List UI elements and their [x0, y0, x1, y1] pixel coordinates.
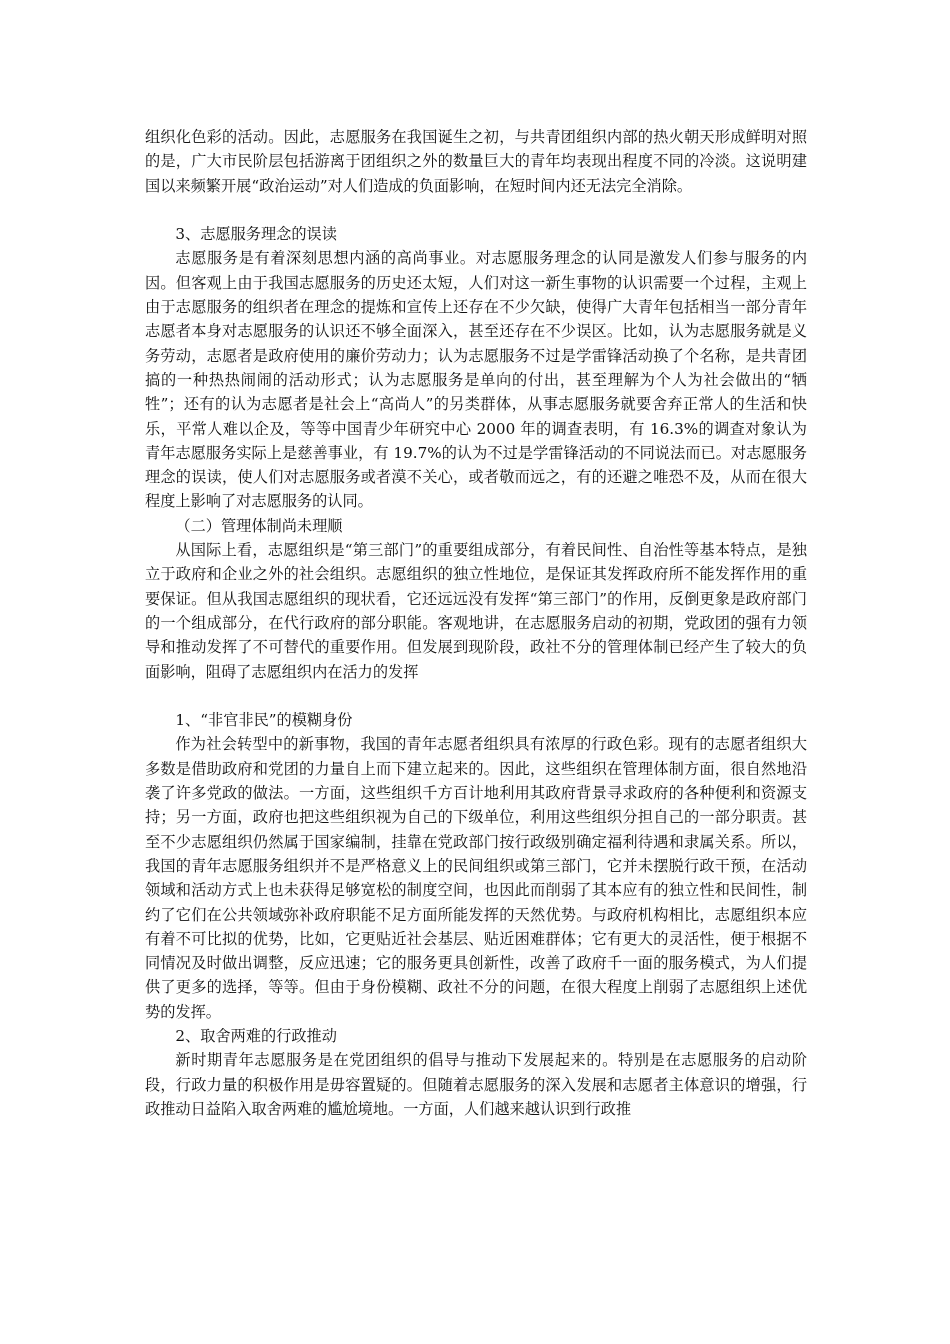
- paragraph-third-sector: 从国际上看，志愿组织是“第三部门”的重要组成部分，有着民间性、自治性等基本特点，是独立于政府和企业之外的社会组织。志愿组织的独立性地位，是保证其发挥政府所不能发挥作用的重要保证。但从我国志愿组织的现状看，它还远远没有发挥“第三部门”的作用，反倒更象是政府部门的一个组成部分，在代行政府的部分职能。客观地讲，在志愿服务启动的初期，党政团的强有力领导和推动发挥了不可替代的重要作用。但发展到现阶段，政社不分的管理体制已经产生了较大的负面影响，阻碍了志愿组织内在活力的发挥: [145, 541, 807, 681]
- blank-line: [145, 684, 807, 708]
- section-heading-3: 3、志愿服务理念的误读: [175, 225, 337, 244]
- blank-line: [145, 198, 807, 222]
- section-heading-identity: 1、“非官非民”的模糊身份: [175, 711, 353, 730]
- paragraph-intro: 组织化色彩的活动。因此，志愿服务在我国诞生之初，与共青团组织内部的热火朝天形成鲜明对照的是，广大市民阶层包括游离于团组织之外的数量巨大的青年均表现出程度不同的冷淡。这说明建国以来频繁开展“政治运动”对人们造成的负面影响，在短时间内还无法完全消除。: [145, 128, 807, 195]
- paragraph-identity: 作为社会转型中的新事物，我国的青年志愿者组织具有浓厚的行政色彩。现有的志愿者组织大多数是借助政府和党团的力量自上而下建立起来的。因此，这些组织在管理体制方面，很自然地沿袭了许多党政的做法。一方面，这些组织千方百计地利用其政府背景寻求政府的各种便利和资源支持；另一方面，政府也把这些组织视为自己的下级单位，利用这些组织分担自己的一部分职责。甚至不少志愿组织仍然属于国家编制，挂靠在党政部门按行政级别确定福利待遇和隶属关系。所以，我国的青年志愿服务组织并不是严格意义上的民间组织或第三部门，它并未摆脱行政干预，在活动领域和活动方式上也未获得足够宽松的制度空间，也因此而削弱了其本应有的独立性和民间性，制约了它们在公共领域弥补政府职能不足方面所能发挥的天然优势。与政府机构相比，志愿组织本应有着不可比拟的优势，比如，它更贴近社会基层、贴近困难群体；它有更大的灵活性，便于根据不同情况及时做出调整，反应迅速；它的服务更具创新性，改善了政府千一面的服务模式，为人们提供了更多的选择，等等。但由于身份模糊、政社不分的问题，在很大程度上削弱了志愿组织上述优势的发挥。: [145, 735, 807, 1021]
- paragraph-administration: 新时期青年志愿服务是在党团组织的倡导与推动下发展起来的。特别是在志愿服务的启动阶段，行政力量的积极作用是毋容置疑的。但随着志愿服务的深入发展和志愿者主体意识的增强，行政推动日益陷入取舍两难的尴尬境地。一方面，人们越来越认识到行政推: [145, 1051, 807, 1118]
- paragraph-volunteer-concept: 志愿服务是有着深刻思想内涵的高尚事业。对志愿服务理念的认同是激发人们参与服务的内因。但客观上由于我国志愿服务的历史还太短，人们对这一新生事物的认识需要一个过程，主观上由于志愿服务的组织者在理念的提炼和宣传上还存在不少欠缺，使得广大青年包括相当一部分青年志愿者本身对志愿服务的认识还不够全面深入，甚至还存在不少误区。比如，认为志愿服务就是义务劳动，志愿者是政府使用的廉价劳动力；认为志愿服务不过是学雷锋活动换了个名称，是共青团搞的一种热热闹闹的活动形式；认为志愿服务是单向的付出，甚至理解为个人为社会做出的“牺牲”；还有的认为志愿者是社会上“高尚人”的另类群体，从事志愿服务就要舍弃正常人的生活和快乐，平常人难以企及，等等中国青少年研究中心 2000 年的调查表明，有 16.3%的调查对象认为青年志愿服务实际上是慈善事业，有 19.7%的认为不过是学雷锋活动的不同说法而已。对志愿服务理念的误读，使人们对志愿服务或者漠不关心，或者敬而远之，有的还避之唯恐不及，从而在很大程度上影响了对志愿服务的认同。: [145, 249, 807, 511]
- document-page: [145, 125, 807, 1121]
- section-heading-administration: 2、取舍两难的行政推动: [175, 1026, 337, 1045]
- section-heading-management: （二）管理体制尚未理顺: [175, 516, 343, 535]
